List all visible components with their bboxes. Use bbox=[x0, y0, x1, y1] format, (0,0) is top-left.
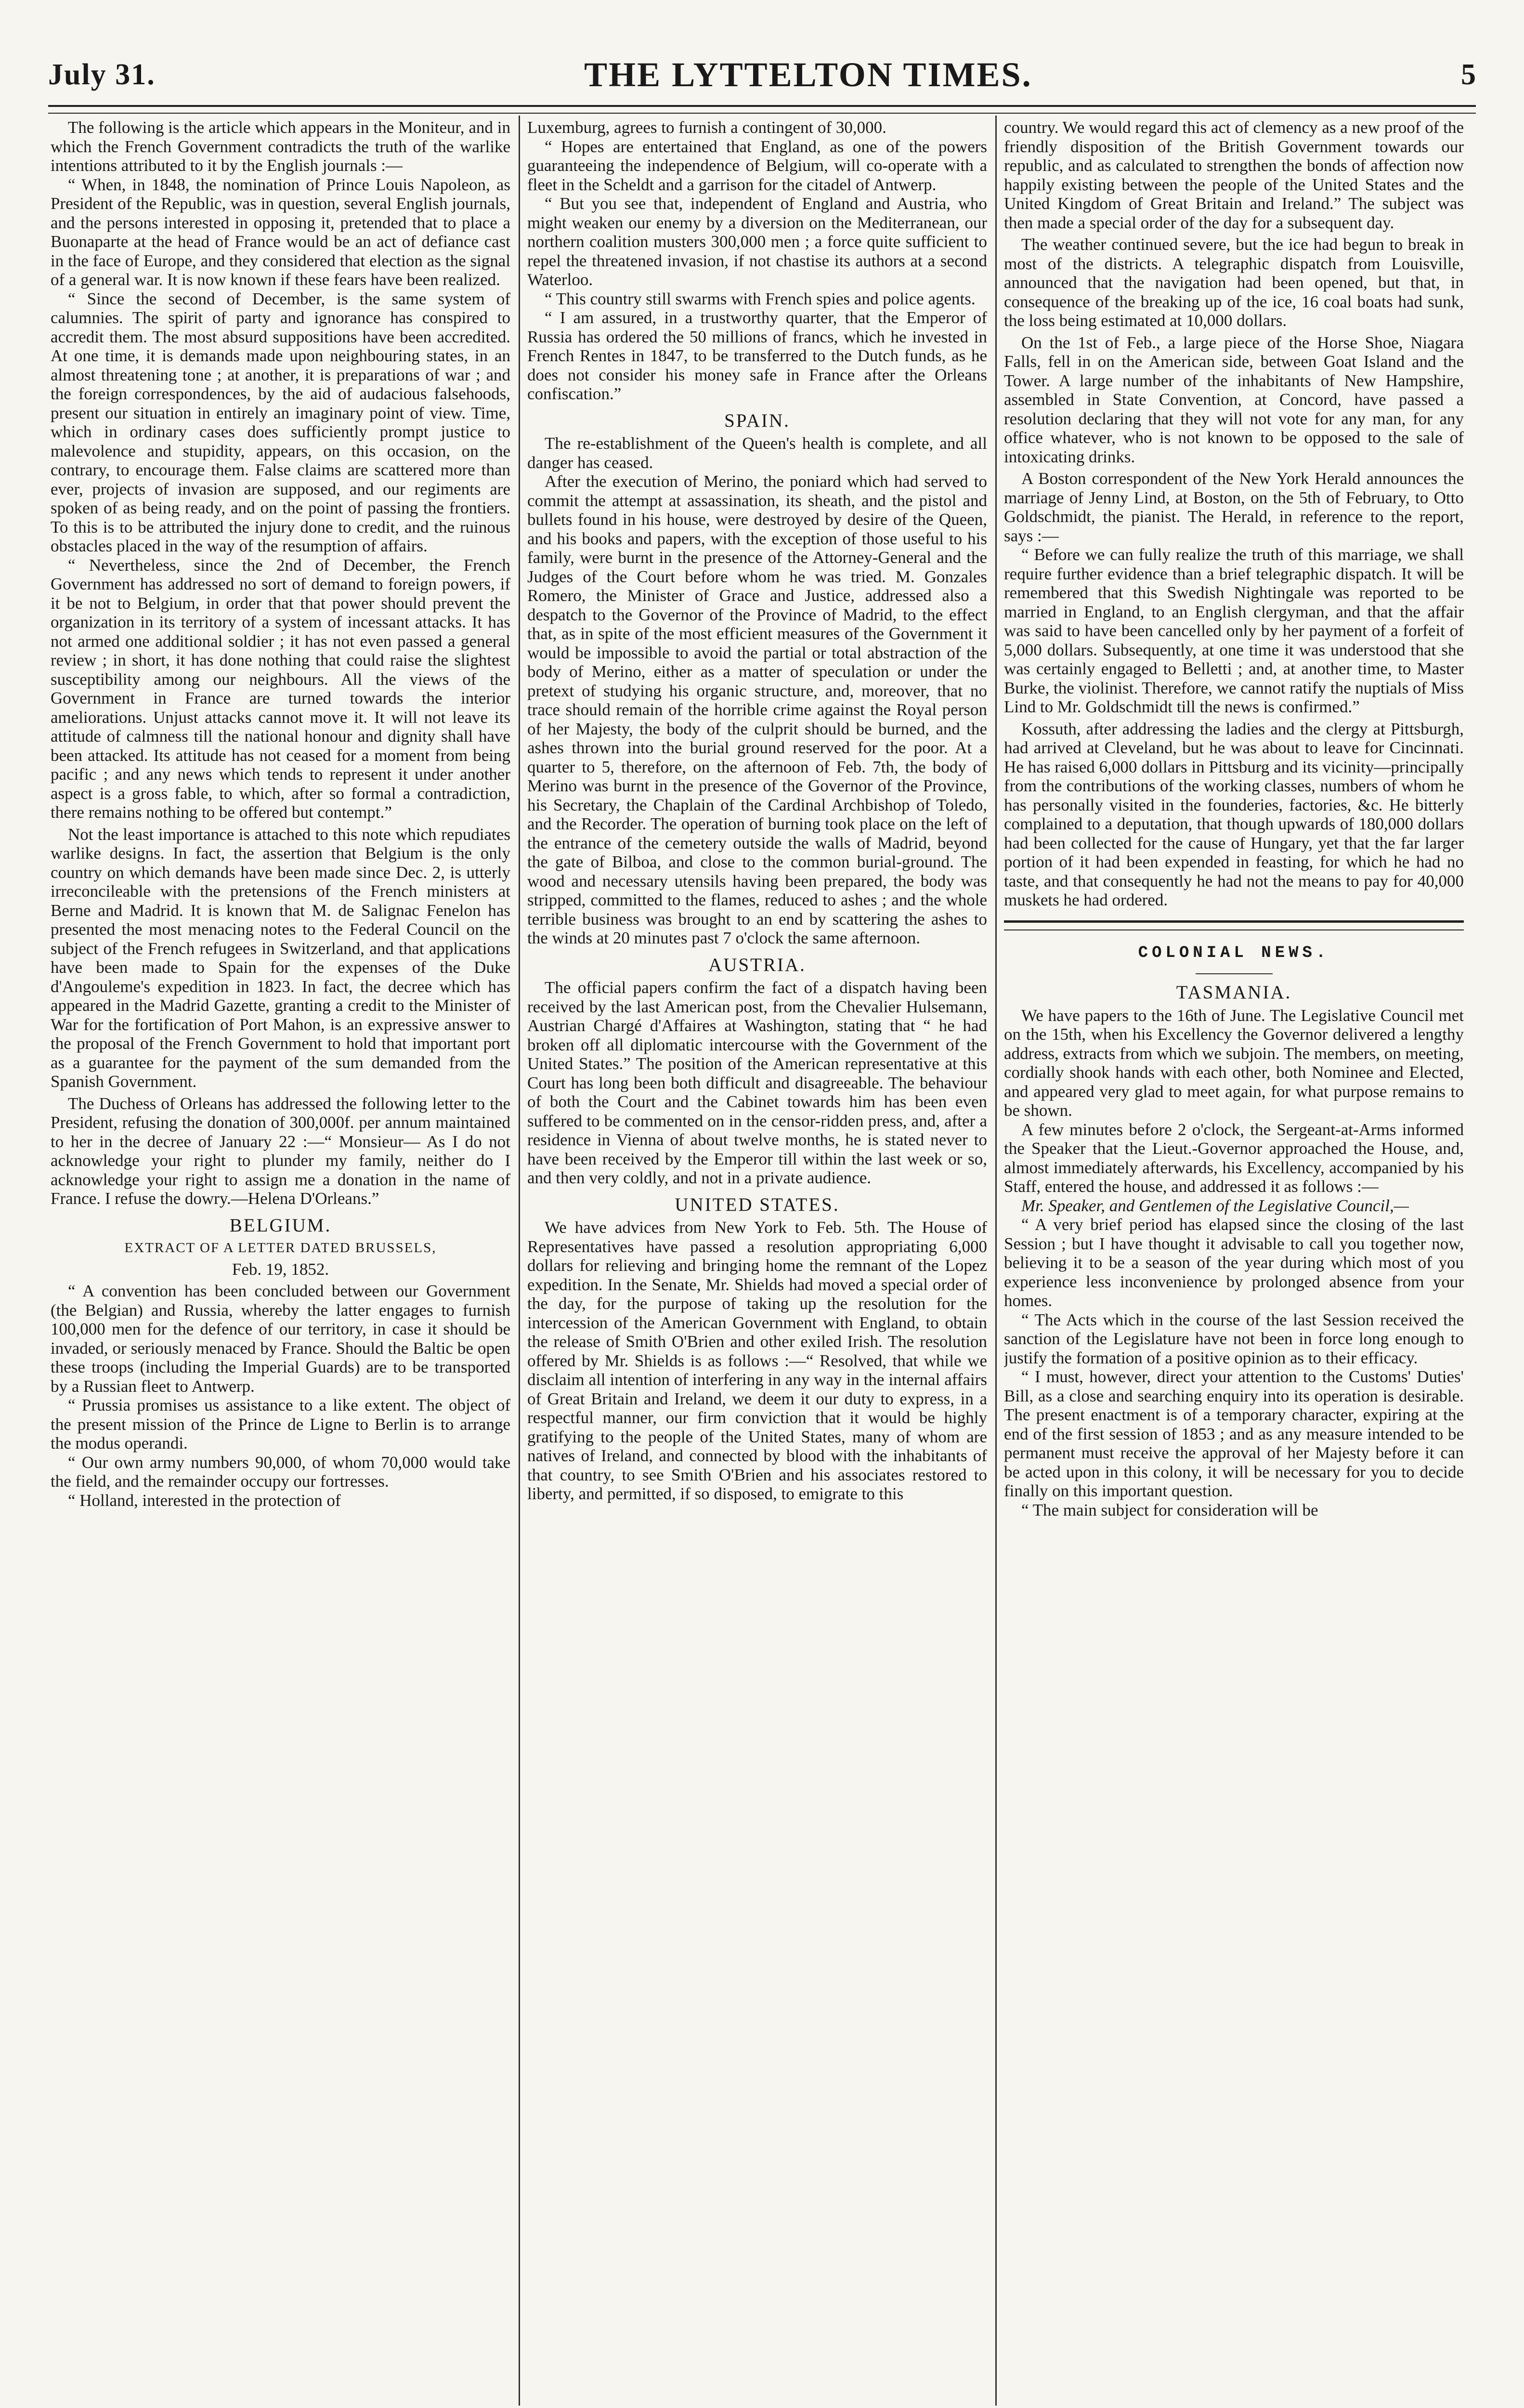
article-paragraph: “ When, in 1848, the nomination of Prince Louis Napoleon, as President of the Republic, was in question, several English journals, and the persons interested in opposing it, pretended that to place a Buonaparte at the head of France would be an act of defiance cast in the face of Europe, and they considered that election as the signal of a general war. It is now known if these fears have been realized. bbox=[51, 175, 510, 289]
article-paragraph: “ I am assured, in a trustworthy quarter, that the Emperor of Russia has ordered the 50 millions of francs, which he invested in French Rentes in 1847, to be transferred to the Dutch funds, as he does not consider his money safe in France after the Orleans confiscation.” bbox=[527, 308, 987, 403]
section-heading-colonial-news: COLONIAL NEWS. bbox=[1138, 943, 1330, 962]
column-2 bbox=[527, 118, 987, 2406]
article-paragraph: After the execution of Merino, the poniard which had served to commit the attempt at assassination, its sheath, and the pistol and bullets found in his house, were destroyed by desire of the Queen, and his books and papers, with the exception of those useful to his family, were burnt in the presence of the Attorney-General and the Judges of the Court before whom he was tried. M. Gonzales Romero, the Minister of Grace and Justice, addressed also a despatch to the Governor of the Province of Madrid, to the effect that, as in spite of the most efficient measures of the Government it would be impossible to avoid the partial or total abstraction of the body of Merino, either as a matter of speculation or under the pretext of studying his organic structure, and, moreover, that no trace should remain of the horrible crime against the Royal person of her Majesty, the body of the culprit should be burned, and the ashes thrown into the burial ground reserved for the poor. At a quarter to 5, therefore, on the afternoon of Feb. 7th, the body of Merino was burnt in the presence of the Governor of the Province, his Secretary, the Chaplain of the Cardinal Archbishop of Toledo, and the Recorder. The operation of burning took place on the left of the entrance of the cemetery outside the walls of Madrid, beyond the gate of Bilboa, and close to the common burial-ground. The wood and necessary utensils having been prepared, the body was stripped, committed to the flames, reduced to ashes ; and the whole terrible business was brought to an end by scattering the ashes to the winds at 20 minutes past 7 o'clock the same afternoon. bbox=[527, 472, 987, 947]
article-paragraph: A few minutes before 2 o'clock, the Sergeant-at-Arms informed the Speaker that the Lieut.-Governor approached the House, and, almost immediately afterwards, his Excellency, accompanied by his Staff, entered the house, and addressed it as follows :— bbox=[1004, 1120, 1464, 1196]
page-number: 5 bbox=[1461, 58, 1476, 91]
section-heading-tasmania: TASMANIA. bbox=[1176, 982, 1292, 1003]
newspaper-title: THE LYTTELTON TIMES. bbox=[584, 55, 1032, 94]
article-paragraph: “ Hopes are entertained that England, as one of the powers guaranteeing the independence of Belgium, will co-operate with a fleet in the Scheldt and a garrison for the citadel of Antwerp. bbox=[527, 137, 987, 194]
section-heading-spain: SPAIN. bbox=[724, 410, 790, 431]
article-paragraph: “ A convention has been concluded between our Government (the Belgian) and Russia, whereby the latter engages to furnish 100,000 men for the defence of our territory, in case it should be invaded, or seriously menaced by France. Should the Baltic be open these troops (including the Imperial Guards) are to be transported by a Russian fleet to Antwerp. bbox=[51, 1282, 510, 1396]
article-paragraph: “ Holland, interested in the protection of bbox=[68, 1491, 341, 1510]
masthead-rule bbox=[48, 105, 1476, 114]
column-rule bbox=[519, 116, 520, 2406]
section-heading-united-states: UNITED STATES. bbox=[675, 1194, 840, 1215]
article-paragraph: “ This country still swarms with French spies and police agents. bbox=[545, 289, 976, 308]
address-salutation: Mr. Speaker, and Gentlemen of the Legislative Council,— bbox=[1021, 1196, 1409, 1215]
section-dateline: Feb. 19, 1852. bbox=[232, 1259, 329, 1279]
article-paragraph: The official papers confirm the fact of a dispatch having been received by the last American post, from the Chevalier Hulsemann, Austrian Chargé d'Affaires at Washington, stating that “ he had broken off all diplomatic intercourse with the Government of the United States.” The position of the American representative at this Court has long been both difficult and disagreeable. The behaviour of both the Court and the Cabinet towards him has been even suffered to be commented on in the censor-ridden press, and, after a residence in Vienna of about twelve months, he is stated never to have been received by the Emperor till within the last week or so, and then very coldly, and not in a private audience. bbox=[527, 978, 987, 1187]
column-1 bbox=[51, 118, 510, 2406]
article-paragraph: “ Since the second of December, is the same system of calumnies. The spirit of party and ignorance has conspired to accredit them. The most absurd suppositions have been accredited. At one time, it is demands made upon neighbouring states, in an almost threatening tone ; at another, it is preparations of war ; and the foreign correspondences, by the aid of audacious falsehoods, present our situation in entirely an imaginary point of view. Time, which in ordinary cases does sufficiently prompt justice to malevolence and stupidity, appears, on this occasion, on the contrary, to encourage them. False claims are scattered more than ever, projects of invasion are supposed, and our regiments are spoken of as being ready, and on the point of passing the frontiers. To this is to be attributed the injury done to credit, and the ruinous obstacles placed in the way of the resumption of affairs. bbox=[51, 289, 510, 555]
article-paragraph: The re-establishment of the Queen's health is complete, and all danger has ceased. bbox=[527, 434, 987, 472]
section-heading-belgium: BELGIUM. bbox=[229, 1215, 332, 1236]
article-paragraph: country. We would regard this act of clemency as a new proof of the friendly disposition of the British Government towards our republic, and as calculated to strengthen the bonds of affection now happily existing between the people of the United States and the United Kingdom of Great Britain and Ireland.” The subject was then made a special order of the day for a subsequent day. bbox=[1004, 118, 1464, 232]
article-paragraph: “ Nevertheless, since the 2nd of December, the French Government has addressed no sort of demand to foreign powers, if it be not to Belgium, in order that that power should prevent the organization in its territory of a system of incessant attacks. It has not armed one additional soldier ; it has not even passed a general review ; in short, it has done nothing that could raise the slightest susceptibility among our neighbours. All the views of the Government in France are turned towards the interior ameliorations. Unjust attacks cannot move it. It will not leave its attitude of calmness till the national honour and dignity shall have been attacked. Its attitude has not ceased for a moment from being pacific ; and any news which tends to represent it under another aspect is a gross fable, to which, after so formal a contradiction, there remains nothing to be offered but contempt.” bbox=[51, 555, 510, 822]
issue-date: July 31. bbox=[48, 58, 156, 91]
article-paragraph: “ I must, however, direct your attention to the Customs' Duties' Bill, as a close and searching enquiry into its operation is desirable. The present enactment is of a temporary character, expiring at the end of the first session of 1853 ; and as any measure intended to be permanent must receive the approval of her Majesty before it can be acted upon in this colony, it will be necessary for you to decide finally on this important question. bbox=[1004, 1367, 1464, 1500]
article-paragraph: “ But you see that, independent of England and Austria, who might weaken our enemy by a diversion on the Mediterranean, our northern coalition musters 300,000 men ; a force quite sufficient to repel the threatened invasion, if not chastise its authors at a second Waterloo. bbox=[527, 194, 987, 289]
article-paragraph: We have advices from New York to Feb. 5th. The House of Representatives have passed a resolution appropriating 6,000 dollars for relieving and bringing home the remnant of the Lopez expedition. In the Senate, Mr. Shields had moved a special order of the day, for the purpose of taking up the resolution for the intercession of the American Government with England, to obtain the release of Smith O'Brien and other exiled Irish. The resolution offered by Mr. Shields is as follows :—“ Resolved, that while we disclaim all intention of interfering in any way in the internal affairs of Great Britain and Ireland, we deem it our duty to express, in a respectful manner, our firm conviction that it would be highly gratifying to the people of the United States, many of whom are natives of Ireland, and connected by blood with the inhabitants of that country, to see Smith O'Brien and his associates restored to liberty, and permitted, if so disposed, to emigrate to this bbox=[527, 1218, 987, 1503]
article-paragraph: Not the least importance is attached to this note which repudiates warlike designs. In fact, the assertion that Belgium is the only country on which demands have been made since Dec. 2, is utterly irreconcileable with the pretensions of the French ministers at Berne and Madrid. It is known that M. de Salignac Fenelon has presented the most menacing notes to the Federal Council on the subject of the French refugees in Switzerland, and that applications have been made to Spain for the expenses of the Duke d'Angouleme's expedition in 1823. In fact, the decree which has appeared in the Madrid Gazette, granting a credit to the Minister of War for the fortification of Port Mahon, is an expressive answer to the proposal of the French Government to hold that important port as a guarantee for the payment of the sum demanded from the Spanish Government. bbox=[51, 824, 510, 1091]
article-paragraph: Luxemburg, agrees to furnish a contingent of 30,000. bbox=[527, 118, 886, 137]
section-heading-austria: AUSTRIA. bbox=[708, 954, 806, 975]
article-paragraph: A Boston correspondent of the New York Herald announces the marriage of Jenny Lind, at Boston, on the 5th of February, to Otto Goldschmidt, the pianist. The Herald, in reference to the report, says :— bbox=[1004, 469, 1464, 545]
column-3 bbox=[1004, 118, 1464, 2406]
article-paragraph: “ A very brief period has elapsed since the closing of the last Session ; but I have thought it advisable to call you together now, believing it to be a season of the year during which most of you experience less inconvenience by prolonged absence from your homes. bbox=[1004, 1215, 1464, 1310]
section-divider bbox=[1004, 920, 1464, 930]
section-subheading: EXTRACT OF A LETTER DATED BRUSSELS, bbox=[124, 1240, 437, 1256]
masthead bbox=[48, 48, 1476, 101]
article-paragraph: On the 1st of Feb., a large piece of the Horse Shoe, Niagara Falls, fell in on the American side, between Goat Island and the Tower. A large number of the inhabitants of New Hampshire, assembled in State Convention, at Concord, have passed a resolution declaring that they will not vote for any man, for any office whatever, who is not known to be opposed to the sale of intoxicating drinks. bbox=[1004, 333, 1464, 466]
article-paragraph: The Duchess of Orleans has addressed the following letter to the President, refusing the donation of 300,000f. per annum maintained to her in the decree of January 22 :—“ Monsieur— As I do not acknowledge your right to plunder my family, neither do I acknowledge your right to assign me a donation in the name of France. I refuse the dowry.—Helena D'Orleans.” bbox=[51, 1094, 510, 1208]
article-paragraph: We have papers to the 16th of June. The Legislative Council met on the 15th, when his Excellency the Governor delivered a lengthy address, extracts from which we subjoin. The members, on meeting, cordially shook hands with each other, both Nominee and Elected, and appeared very glad to meet again, for what purpose remains to be shown. bbox=[1004, 1006, 1464, 1120]
article-paragraph: The following is the article which appears in the Moniteur, and in which the French Government contradicts the truth of the warlike intentions attributed to it by the English journals :— bbox=[51, 118, 510, 175]
article-paragraph: “ Our own army numbers 90,000, of whom 70,000 would take the field, and the remainder occupy our fortresses. bbox=[51, 1453, 510, 1491]
article-paragraph: “ Prussia promises us assistance to a like extent. The object of the present mission of the Prince de Ligne to Berlin is to arrange the modus operandi. bbox=[51, 1396, 510, 1453]
short-rule bbox=[1196, 973, 1273, 974]
article-paragraph: “ The main subject for consideration will be bbox=[1021, 1500, 1318, 1519]
article-paragraph: “ Before we can fully realize the truth of this marriage, we shall require further evidence than a brief telegraphic dispatch. It will be remembered that this Swedish Nightingale was reported to be married in England, to an English clergyman, and that the affair was said to have been cancelled only by her payment of a forfeit of 5,000 dollars. Subsequently, at one time it was understood that she was certainly engaged to Belletti ; and, at another time, to Master Burke, the violinist. Therefore, we cannot ratify the nuptials of Miss Lind to Mr. Goldschmidt till the news is confirmed.” bbox=[1004, 545, 1464, 716]
article-paragraph: The weather continued severe, but the ice had begun to break in most of the districts. A telegraphic dispatch from Louisville, announced that the navigation had been opened, but that, in consequence of the breaking up of the ice, 16 coal boats had sunk, the loss being estimated at 10,000 dollars. bbox=[1004, 235, 1464, 330]
article-paragraph: Kossuth, after addressing the ladies and the clergy at Pittsburgh, had arrived at Cleveland, but he was about to leave for Cincinnati. He has raised 6,000 dollars in Pittsburg and its vicinity—principally from the contributions of the working classes, numbers of whom he has personally visited in the founderies, factories, &c. He bitterly complained to a deputation, that though upwards of 180,000 dollars had been collected for the cause of Hungary, yet that the far larger portion of it had been expended in feasting, for which he had no taste, and that consequently he had not the means to pay for 40,000 muskets he had ordered. bbox=[1004, 719, 1464, 909]
column-rule bbox=[995, 116, 997, 2406]
article-paragraph: “ The Acts which in the course of the last Session received the sanction of the Legislature have not been in force long enough to justify the formation of a positive opinion as to their efficacy. bbox=[1004, 1310, 1464, 1367]
